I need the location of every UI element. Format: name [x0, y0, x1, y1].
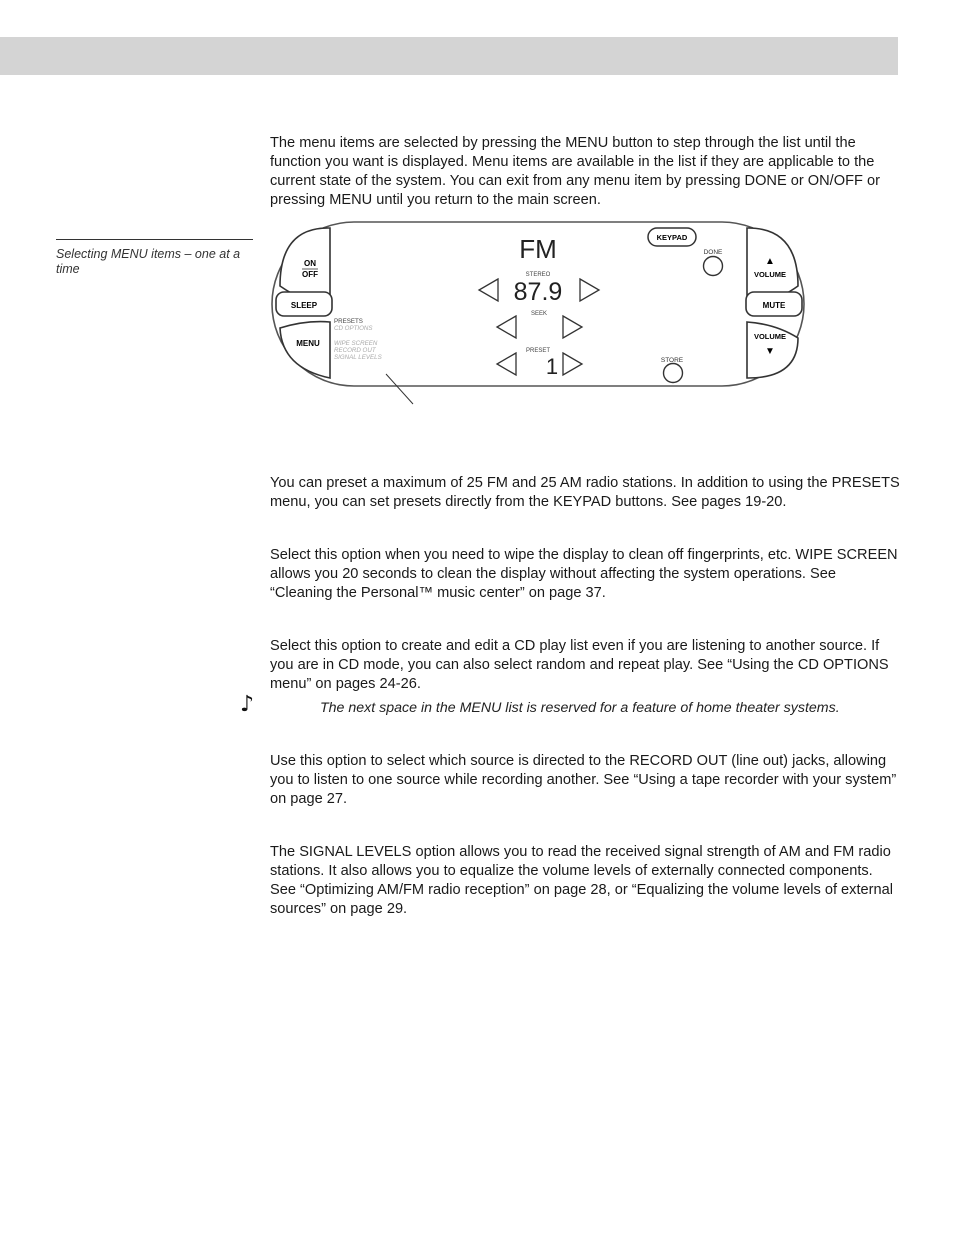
- control-panel-diagram: [268, 216, 810, 410]
- keypad-label: KEYPAD: [656, 233, 688, 242]
- preset-label: PRESET: [525, 348, 551, 354]
- cd-options-paragraph: Select this option to create and edit a CD play list even if you are listening to another source. If you are in CD mode, you can also select random and repeat play. See “Using the CD OPTIONS menu” on pages 24-26.: [270, 638, 889, 692]
- menu-item-wipe-screen: WIPE SCREEN: [334, 340, 378, 347]
- signal-levels-paragraph: The SIGNAL LEVELS option allows you to read the received signal strength of AM and FM radio stations. It also allows you to equalize the volume levels of externally connected components. See “Optimizing AM/FM radio reception” on page 28, or “Equalizing the volume levels of external sources” on page 29.: [270, 844, 893, 917]
- menu-item-signal-levels: SIGNAL LEVELS: [334, 354, 382, 361]
- note-text: The next space in the MENU list is reserved for a feature of home theater systems.: [320, 700, 840, 716]
- volume-up-label: VOLUME: [753, 270, 787, 279]
- store-button[interactable]: [664, 364, 683, 383]
- sleep-button[interactable]: [276, 292, 332, 316]
- caption-divider: [56, 239, 253, 240]
- figure-caption: Selecting MENU items – one at a time: [56, 247, 241, 276]
- band-readout: FM: [519, 234, 557, 264]
- volume-down-label: VOLUME: [753, 332, 787, 341]
- menu-label: MENU: [296, 339, 320, 348]
- menu-item-cd-options: CD OPTIONS: [334, 325, 373, 332]
- mute-label: MUTE: [762, 301, 786, 310]
- presets-paragraph: You can preset a maximum of 25 FM and 25 AM radio stations. In addition to using the PRESETS menu, you can set presets directly from the KEYPAD buttons. See pages 19-20.: [270, 475, 900, 510]
- volume-up-arrow-icon: ▲: [765, 256, 775, 267]
- menu-intro-paragraph: The menu items are selected by pressing the MENU button to step through the list until the function you want is displayed. Menu items are available in the list if they are applicable to the current state of the system. You can exit from any menu item by pressing DONE or ON/OFF or pressing MENU until you return to the main screen.: [270, 135, 880, 208]
- off-label: OFF: [302, 270, 318, 279]
- wipe-screen-paragraph: Select this option when you need to wipe the display to clean off fingerprints, etc. WIPE SCREEN allows you 20 seconds to clean the display without affecting the system operations. See “Cleaning the Personal™ music center” on page 37.: [270, 547, 898, 601]
- menu-item-record-out: RECORD OUT: [334, 347, 376, 354]
- seek-label: SEEK: [530, 311, 548, 317]
- frequency-readout: 87.9: [513, 278, 563, 306]
- header-bar: [0, 37, 898, 75]
- mute-button[interactable]: [746, 292, 802, 316]
- record-out-paragraph: Use this option to select which source is directed to the RECORD OUT (line out) jacks, allowing you to listen to one source while recording another. See “Using a tape recorder with your system” on page 27.: [270, 753, 897, 807]
- sleep-label: SLEEP: [290, 301, 318, 310]
- keypad-button[interactable]: [648, 228, 696, 246]
- preset-number: 1: [545, 354, 559, 379]
- stereo-indicator: STEREO: [525, 272, 551, 278]
- menu-item-presets: PRESETS: [334, 318, 363, 325]
- menu-button[interactable]: [280, 322, 330, 378]
- on-label: ON: [304, 259, 316, 268]
- done-label: DONE: [703, 249, 723, 256]
- done-button[interactable]: [704, 257, 723, 276]
- music-note-icon: ♪: [240, 692, 255, 717]
- store-label: STORE: [660, 357, 684, 364]
- volume-down-arrow-icon: ▼: [765, 346, 775, 357]
